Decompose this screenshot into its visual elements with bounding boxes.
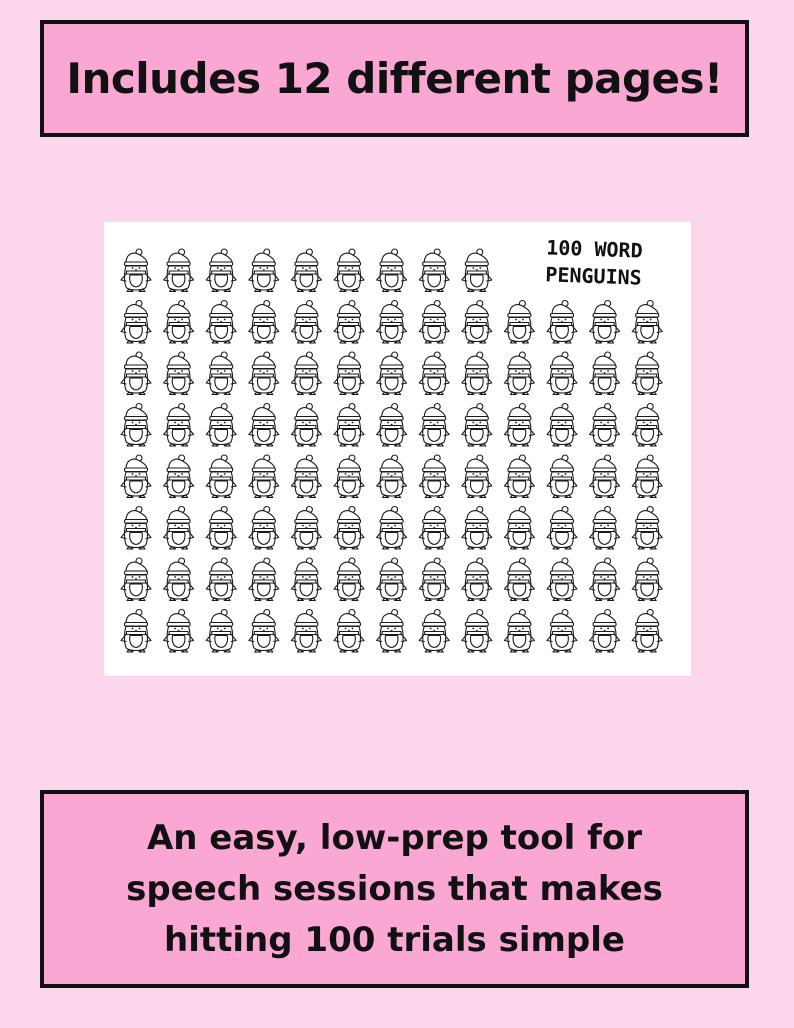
penguin-with-beanie-icon: [206, 610, 236, 653]
penguin-with-beanie-icon: [377, 558, 407, 601]
penguin-with-beanie-icon: [334, 301, 364, 344]
penguin-with-beanie-icon: [504, 352, 534, 395]
bottom-banner: [40, 790, 749, 988]
penguin-with-beanie-icon: [249, 301, 279, 344]
penguin-with-beanie-icon: [419, 455, 449, 498]
worksheet-title-line2: PENGUINS: [544, 262, 643, 290]
penguin-with-beanie-icon: [164, 249, 194, 292]
penguin-with-beanie-icon: [547, 301, 577, 344]
penguin-with-beanie-icon: [249, 249, 279, 292]
penguin-with-beanie-icon: [377, 301, 407, 344]
penguin-with-beanie-icon: [590, 301, 620, 344]
penguin-with-beanie-icon: [249, 507, 279, 550]
penguin-with-beanie-icon: [249, 558, 279, 601]
penguin-with-beanie-icon: [291, 404, 321, 447]
penguin-with-beanie-icon: [121, 610, 151, 653]
penguin-with-beanie-icon: [377, 610, 407, 653]
penguin-with-beanie-icon: [590, 610, 620, 653]
penguin-with-beanie-icon: [291, 301, 321, 344]
penguin-with-beanie-icon: [377, 352, 407, 395]
penguin-with-beanie-icon: [249, 404, 279, 447]
penguin-with-beanie-icon: [164, 404, 194, 447]
penguin-with-beanie-icon: [121, 352, 151, 395]
top-banner: [40, 20, 749, 137]
penguin-with-beanie-icon: [334, 610, 364, 653]
penguin-with-beanie-icon: [547, 558, 577, 601]
penguin-with-beanie-icon: [164, 301, 194, 344]
penguin-with-beanie-icon: [377, 404, 407, 447]
penguin-with-beanie-icon: [164, 352, 194, 395]
penguin-with-beanie-icon: [291, 455, 321, 498]
penguin-with-beanie-icon: [334, 404, 364, 447]
penguin-with-beanie-icon: [291, 610, 321, 653]
penguin-with-beanie-icon: [206, 249, 236, 292]
penguin-with-beanie-icon: [419, 301, 449, 344]
penguin-with-beanie-icon: [462, 301, 492, 344]
penguin-with-beanie-icon: [291, 249, 321, 292]
penguin-with-beanie-icon: [377, 455, 407, 498]
worksheet-title-line1: 100 WORD: [545, 235, 644, 263]
penguin-with-beanie-icon: [121, 455, 151, 498]
penguin-with-beanie-icon: [164, 507, 194, 550]
penguin-with-beanie-icon: [547, 610, 577, 653]
penguin-with-beanie-icon: [632, 610, 662, 653]
penguin-with-beanie-icon: [547, 507, 577, 550]
penguin-with-beanie-icon: [462, 404, 492, 447]
penguin-with-beanie-icon: [249, 455, 279, 498]
penguin-with-beanie-icon: [462, 352, 492, 395]
description-text: An easy, low-prep tool for speech sessions that makes hitting 100 trials simple: [126, 817, 663, 960]
penguin-with-beanie-icon: [632, 558, 662, 601]
penguin-with-beanie-icon: [419, 404, 449, 447]
penguin-with-beanie-icon: [462, 507, 492, 550]
penguin-with-beanie-icon: [164, 610, 194, 653]
worksheet-preview: [104, 222, 691, 676]
penguin-with-beanie-icon: [419, 558, 449, 601]
penguin-with-beanie-icon: [590, 352, 620, 395]
penguin-with-beanie-icon: [334, 249, 364, 292]
penguin-with-beanie-icon: [504, 301, 534, 344]
penguin-with-beanie-icon: [419, 352, 449, 395]
penguin-with-beanie-icon: [419, 507, 449, 550]
penguin-with-beanie-icon: [504, 404, 534, 447]
worksheet-title: [523, 234, 665, 293]
penguin-with-beanie-icon: [334, 558, 364, 601]
penguin-with-beanie-icon: [419, 610, 449, 653]
penguin-with-beanie-icon: [504, 507, 534, 550]
penguin-with-beanie-icon: [590, 558, 620, 601]
penguin-with-beanie-icon: [632, 404, 662, 447]
penguin-with-beanie-icon: [504, 610, 534, 653]
penguin-with-beanie-icon: [334, 352, 364, 395]
penguin-with-beanie-icon: [291, 352, 321, 395]
penguin-with-beanie-icon: [121, 301, 151, 344]
penguin-with-beanie-icon: [206, 352, 236, 395]
penguin-with-beanie-icon: [547, 352, 577, 395]
penguin-with-beanie-icon: [632, 352, 662, 395]
penguin-with-beanie-icon: [121, 558, 151, 601]
penguin-with-beanie-icon: [504, 558, 534, 601]
penguin-with-beanie-icon: [121, 404, 151, 447]
penguin-with-beanie-icon: [590, 507, 620, 550]
penguin-with-beanie-icon: [121, 507, 151, 550]
penguin-with-beanie-icon: [291, 507, 321, 550]
penguin-with-beanie-icon: [504, 455, 534, 498]
penguin-with-beanie-icon: [462, 249, 492, 292]
penguin-with-beanie-icon: [632, 507, 662, 550]
penguin-with-beanie-icon: [632, 455, 662, 498]
penguin-with-beanie-icon: [590, 404, 620, 447]
penguin-with-beanie-icon: [206, 507, 236, 550]
penguin-with-beanie-icon: [206, 301, 236, 344]
penguin-with-beanie-icon: [462, 558, 492, 601]
penguin-with-beanie-icon: [164, 558, 194, 601]
penguin-with-beanie-icon: [377, 249, 407, 292]
penguin-with-beanie-icon: [334, 455, 364, 498]
penguin-with-beanie-icon: [334, 507, 364, 550]
penguin-with-beanie-icon: [206, 404, 236, 447]
penguin-with-beanie-icon: [164, 455, 194, 498]
penguin-with-beanie-icon: [462, 610, 492, 653]
penguin-with-beanie-icon: [291, 558, 321, 601]
penguin-with-beanie-icon: [206, 558, 236, 601]
headline-text: Includes 12 different pages!: [66, 54, 723, 103]
penguin-with-beanie-icon: [377, 507, 407, 550]
penguin-with-beanie-icon: [547, 404, 577, 447]
penguin-with-beanie-icon: [547, 455, 577, 498]
penguin-with-beanie-icon: [206, 455, 236, 498]
penguin-with-beanie-icon: [632, 301, 662, 344]
penguin-with-beanie-icon: [462, 455, 492, 498]
penguin-with-beanie-icon: [249, 352, 279, 395]
penguin-with-beanie-icon: [419, 249, 449, 292]
penguin-with-beanie-icon: [121, 249, 151, 292]
penguin-with-beanie-icon: [249, 610, 279, 653]
penguin-with-beanie-icon: [590, 455, 620, 498]
